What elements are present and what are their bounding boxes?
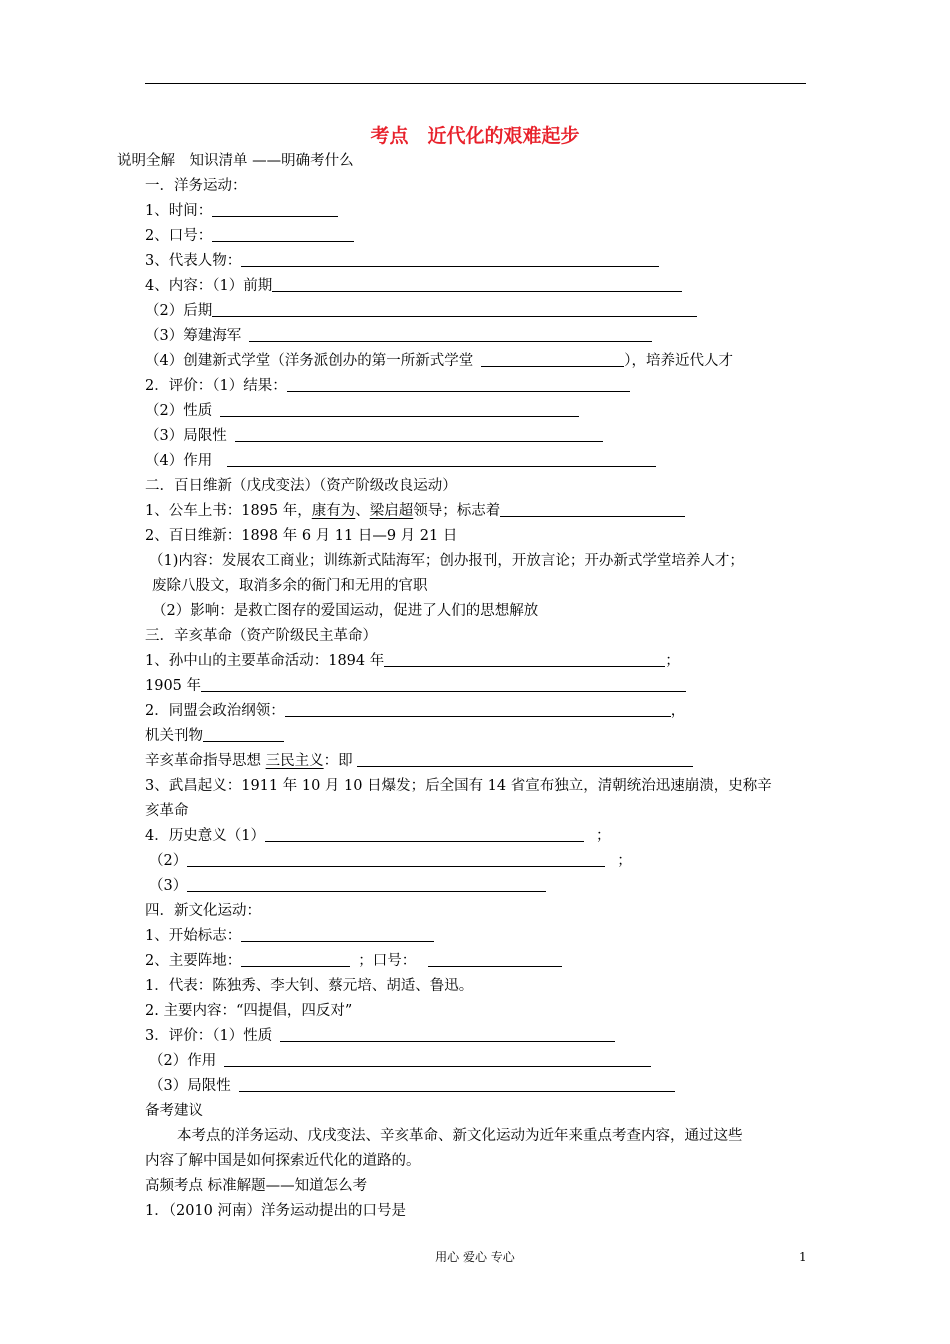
s4-line-1: 1、开始标志： [145, 925, 434, 947]
s3-line-8: 4．历史意义（1） ； [145, 828, 611, 844]
s3-line-2: 1905 年 [145, 675, 686, 697]
s4-line-3: 1．代表：陈独秀、李大钊、蔡元培、胡适、鲁迅。 [145, 978, 474, 994]
s3-line-7: 亥革命 [145, 803, 189, 819]
section-2-heading: 二．百日维新（戊戌变法）（资产阶级改良运动） [145, 478, 457, 494]
question-1: 1．（2010 河南）洋务运动提出的口号是 [145, 1203, 406, 1219]
s3-line-3: 2．同盟会政治纲领： ， [145, 703, 686, 719]
s3-line-9: （2） ； [149, 853, 632, 869]
high-frequency-heading: 高频考点 标准解题——知道怎么考 [145, 1178, 368, 1194]
header-rule [145, 83, 806, 84]
s1-school-line: （4）创建新式学堂（洋务派创办的第一所新式学堂 ），培养近代人才 [145, 353, 733, 369]
s3-line-4: 机关刊物 [145, 725, 284, 747]
s1-time-line: 1、时间： [145, 200, 338, 222]
s4-line-7: （3）局限性 [149, 1075, 675, 1097]
s1-nature-line: （2）性质 [145, 400, 579, 422]
s3-line-6: 3、武昌起义：1911 年 10 月 10 日爆发；后全国有 14 省宣布独立，清朝统治迅速崩溃，史称辛 [145, 778, 772, 794]
page-number: 1 [799, 1250, 807, 1264]
section-3-heading: 三．辛亥革命（资产阶级民主革命） [145, 628, 377, 644]
s1-eval-line: 2．评价：（1）结果： [145, 375, 630, 397]
advice-paragraph-line-2: 内容了解中国是如何探索近代化的道路的。 [145, 1153, 421, 1169]
s4-line-5: 3．评价：（1）性质 [145, 1025, 615, 1047]
advice-paragraph-line-1: 本考点的洋务运动、戊戌变法、辛亥革命、新文化运动为近年来重点考查内容，通过这些 [177, 1128, 743, 1144]
s4-line-2: 2、主要阵地： ；口号： [145, 950, 562, 972]
intro-line: 说明全解 知识清单 ——明确考什么 [117, 153, 354, 169]
s2-line-4: 废除八股文，取消多余的衙门和无用的官职 [152, 578, 428, 594]
s4-line-6: （2）作用 [149, 1050, 651, 1072]
s3-line-10: （3） [149, 875, 546, 897]
s1-people-line: 3、代表人物： [145, 250, 659, 272]
s1-content-line: 4、内容：（1）前期 [145, 275, 682, 297]
section-1-heading: 一．洋务运动： [145, 178, 247, 194]
s1-effect-line: （4）作用 [145, 450, 656, 472]
s2-line-3: （1)内容：发展农工商业；训练新式陆海军；创办报刊，开放言论；开办新式学堂培养人才； [149, 553, 744, 569]
page-footer: 用心 爱心 专心 [435, 1250, 515, 1264]
s1-slogan-line: 2、口号： [145, 225, 354, 247]
s3-line-1: 1、孙中山的主要革命活动：1894 年 ； [145, 653, 680, 669]
s2-line-2: 2、百日维新：1898 年 6 月 11 日—9 月 21 日 [145, 528, 458, 544]
section-4-heading: 四．新文化运动： [145, 903, 261, 919]
s2-line-1: 1、公车上书：1895 年，康有为、梁启超领导；标志着 [145, 500, 685, 522]
s1-later-line: （2）后期 [145, 300, 697, 322]
s1-navy-line: （3）筹建海军 [145, 325, 652, 347]
advice-heading: 备考建议 [145, 1103, 203, 1119]
s3-line-5: 辛亥革命指导思想 三民主义：即 [145, 750, 693, 772]
page-title: 考点 近代化的艰难起步 [370, 125, 580, 147]
s1-limit-line: （3）局限性 [145, 425, 603, 447]
s4-line-4: 2. 主要内容：“四提倡，四反对” [145, 1003, 353, 1019]
s2-line-5: （2）影响：是救亡图存的爱国运动，促进了人们的思想解放 [152, 603, 539, 619]
